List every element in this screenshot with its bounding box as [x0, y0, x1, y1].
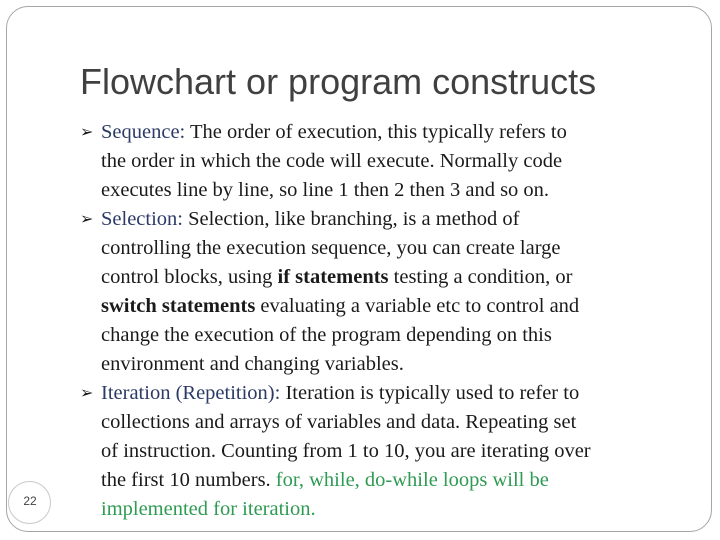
bullet-line — [101, 379, 700, 408]
bullet-line — [101, 118, 700, 147]
bullet-line: collections and arrays of variables and data. Repeating set — [101, 411, 577, 433]
bullet-line: the order in which the code will execute. Normally code — [101, 150, 563, 172]
bullet-line — [101, 263, 700, 292]
bold-keyword: switch statements — [101, 295, 256, 317]
bullet-line — [101, 466, 700, 495]
bullet-line: change the execution of the program depending on this — [101, 324, 552, 346]
slide-body — [80, 118, 700, 524]
bullet-text: Selection, like branching, is a method of — [182, 208, 520, 230]
bullet-text: the first 10 numbers. — [101, 469, 276, 491]
bullet-text: Iteration is typically used to refer to — [280, 382, 580, 404]
arrow-bullet-icon: ➢ — [80, 211, 94, 228]
bullet-text: The order of execution, this typically refers to — [185, 121, 567, 143]
bullet-line: executes line by line, so line 1 then 2 then 3 and so on. — [101, 179, 550, 201]
bullet-selection — [80, 205, 700, 379]
bullet-iteration — [80, 379, 700, 524]
bullet-sequence — [80, 118, 700, 205]
bullet-line — [101, 205, 700, 234]
arrow-bullet-icon: ➢ — [80, 385, 94, 402]
green-keyword-text: implemented for iteration. — [101, 498, 316, 520]
bullet-line — [101, 292, 700, 321]
bullet-term: Iteration (Repetition): — [101, 382, 281, 404]
bullet-term: Sequence: — [101, 121, 186, 143]
bullet-term: Selection: — [101, 208, 183, 230]
bullet-text: evaluating a variable etc to control and — [255, 295, 580, 317]
green-keyword-text: for, while, do-while loops will be — [275, 469, 549, 491]
bold-keyword: if statements — [277, 266, 389, 288]
bullet-line: controlling the execution sequence, you can create large — [101, 237, 561, 259]
bullet-text: testing a condition, or — [388, 266, 573, 288]
bullet-line: of instruction. Counting from 1 to 10, you are iterating over — [101, 440, 591, 462]
page-number: 22 — [23, 494, 37, 508]
arrow-bullet-icon: ➢ — [80, 124, 94, 141]
bullet-text: control blocks, using — [101, 266, 278, 288]
bullet-line: environment and changing variables. — [101, 353, 404, 375]
slide-title: Flowchart or program constructs — [80, 61, 597, 102]
